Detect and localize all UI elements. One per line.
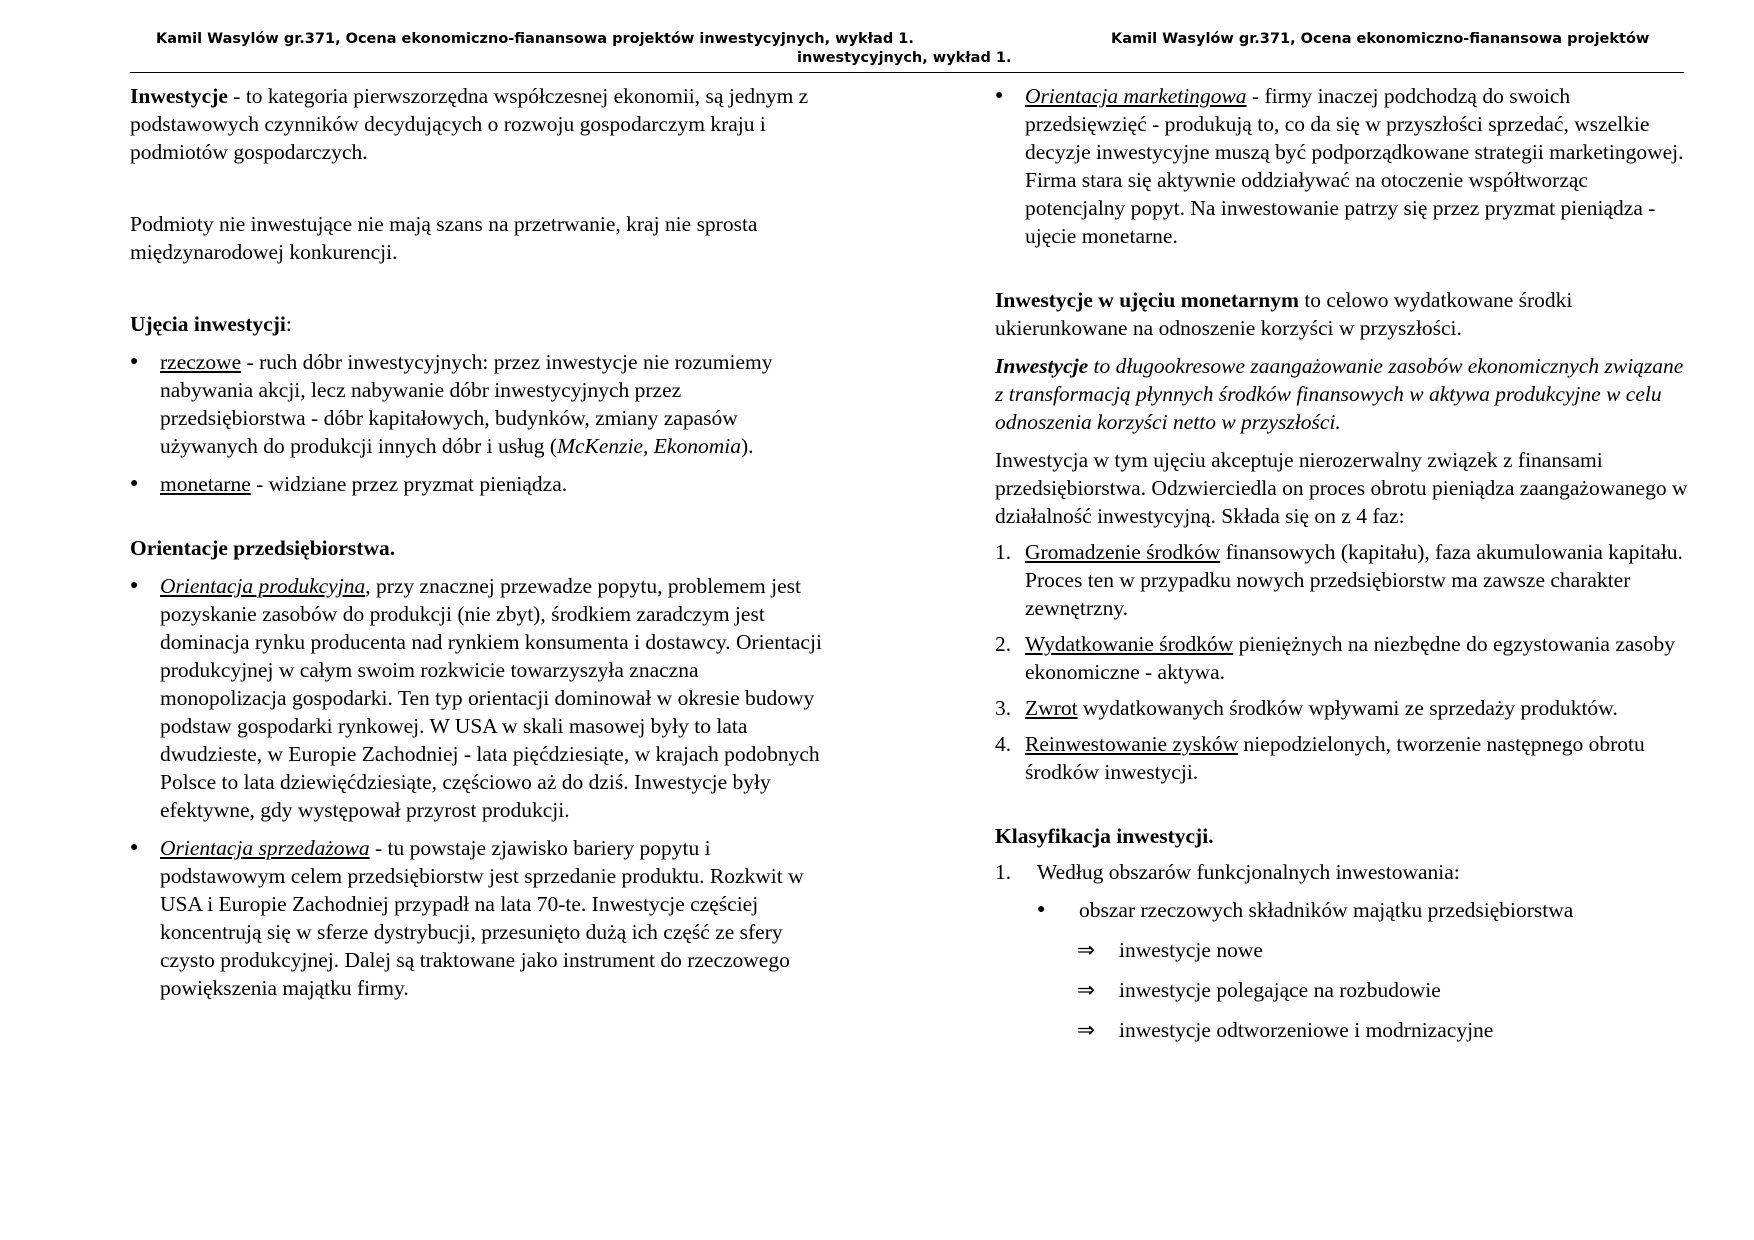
phase-item: 4. Reinwestowanie zysków niepodzielonych, tworzenie następnego obrotu środków inwestycji. [995,732,1645,784]
header-right: Kamil Wasylów gr.371, Ocena ekonomiczno-fianansowa projektów [1111,31,1650,47]
left-column [130,82,830,1002]
phase-item: 1. Gromadzenie środków finansowych (kapitału), faza akumulowania kapitału. Proces ten w przypadku nowych przedsiębiorstw ma zawsze charakter zewnętrzny. [995,540,1683,620]
intro-term: Inwestycje [130,84,228,108]
monetary-definition: Inwestycje w ujęciu monetarnym to celowo wydatkowane środki ukierunkowane na odnoszenie korzyści w przyszłości. [995,288,1573,340]
bullet-monetarne: ● monetarne - widziane przez pryzmat pieniądza. [130,470,830,498]
arrow-item: ⇒ inwestycje odtworzeniowe i modrnizacyjne [1077,1018,1494,1042]
header-left-line1: Kamil Wasylów gr.371, Ocena ekonomiczno-fianansowa projektów inwestycyjnych, wykład 1. [156,31,914,47]
intro-paragraph: Inwestycje - to kategoria pierwszorzędna współczesnej ekonomii, są jednym z podstawowych czynników decydujących o rozwoju gospodarczym kraju i podmiotów gospodarczych. [130,84,809,164]
bullet-rzeczowe: ● rzeczowe - ruch dóbr inwestycyjnych: przez inwestycje nie rozumiemy nabywania akcji, lecz nabywanie dóbr inwestycyjnych przez przedsiębiorstwa - dóbr kapitałowych, budynków, zmiany zapasów używanych do produkcji innych dóbr i usług (McKenzie, Ekonomia). [130,348,830,460]
phase-item: 3. Zwrot wydatkowanych środków wpływami ze sprzedaży produktów. [995,696,1618,720]
long-term-definition: Inwestycje to długookresowe zaangażowanie zasobów ekonomicznych związane z transformacją płynnych środków finansowych w aktywa produkcyjne w celu odnoszenia korzyści netto w przyszłości. [995,354,1684,434]
arrow-item: ⇒ inwestycje polegające na rozbudowie [1077,978,1441,1002]
survival-paragraph: Podmioty nie inwestujące nie mają szans na przetrwanie, kraj nie sprosta międzynarodowej konkurencji. [130,212,758,264]
orientacje-heading: Orientacje przedsiębiorstwa. [130,536,396,560]
bullet-term: Orientacja produkcyjna [160,574,366,598]
bullet-term: Orientacja marketingowa [1025,84,1247,108]
phases-intro: Inwestycja w tym ujęciu akceptuje nierozerwalny związek z finansami przedsiębiorstwa. Odzwierciedla on proces obrotu pieniądza zaangażowanego w działalność inwestycyjną. Składa się on z 4 faz: [995,448,1688,528]
bullet-term: monetarne [160,472,251,496]
header-left-line2: inwestycyjnych, wykład 1. [797,50,1012,66]
header-rule [130,72,1684,73]
klasyfikacja-heading: Klasyfikacja inwestycji. [995,824,1214,848]
arrow-item: ⇒ inwestycje nowe [1077,938,1263,962]
arrow-icon: ⇒ [1077,938,1096,962]
arrow-icon: ⇒ [1077,978,1096,1002]
bullet-orientacja-produkcyjna: ● Orientacja produkcyjna, przy znacznej przewadze popytu, problemem jest pozyskanie zasobów do produkcji (nie zbyt), środkiem zaradczym jest dominacja rynku producenta nad rynkiem konsumenta i dostawcy. Orientacji produkcyjnej w całym swoim rozkwicie towarzyszyła znaczna monopolizacja gospodarki. Ten typ orientacji dominował w okresie budowy podstaw gospodarki rynkowej. W USA w skali masowej były to lata dwudzieste, w Europie Zachodniej - lata pięćdziesiąte, w krajach podobnych Polsce to lata dziewięćdziesiąte, częściowo aż do dziś. Inwestycje były efektywne, gdy występował przyrost produkcji. [130,572,830,824]
bullet-term: rzeczowe [160,350,242,374]
arrow-icon: ⇒ [1077,1018,1096,1042]
classification-item: 1. Według obszarów funkcjonalnych inwestowania: [995,860,1460,884]
classification-subitem: ● obszar rzeczowych składników majątku przedsiębiorstwa [995,896,1689,924]
phase-item: 2. Wydatkowanie środków pieniężnych na niezbędne do egzystowania zasoby ekonomiczne - aktywa. [995,632,1676,684]
bullet-orientacja-marketingowa: ● Orientacja marketingowa - firmy inaczej podchodzą do swoich przedsięwzięć - produkują to, co da się w przyszłości sprzedać, wszelkie decyzje inwestycyjne muszą być podporządkowane strategii marketingowej. Firma stara się aktywnie oddziaływać na otoczenie współtworząc potencjalny popyt. Na inwestowanie patrzy się przez pryzmat pieniądza - ujęcie monetarne. [995,82,1689,250]
bullet-orientacja-sprzedazowa: ● Orientacja sprzedażowa - tu powstaje zjawisko bariery popytu i podstawowym celem przedsiębiorstw jest sprzedanie produktu. Rozkwit w USA i Europie Zachodniej przypadł na lata 70-te. Inwestycje częściej koncentrują się w sferze dystrybucji, przesunięto dużą ich część ze sfery czysto produkcyjnej. Dalej są traktowane jako instrument do rzeczowego powiększenia majątku firmy. [130,834,830,1002]
ujecia-heading: Ujęcia inwestycji: [130,312,292,336]
right-column [995,82,1689,1044]
bullet-term: Orientacja sprzedażowa [160,836,370,860]
